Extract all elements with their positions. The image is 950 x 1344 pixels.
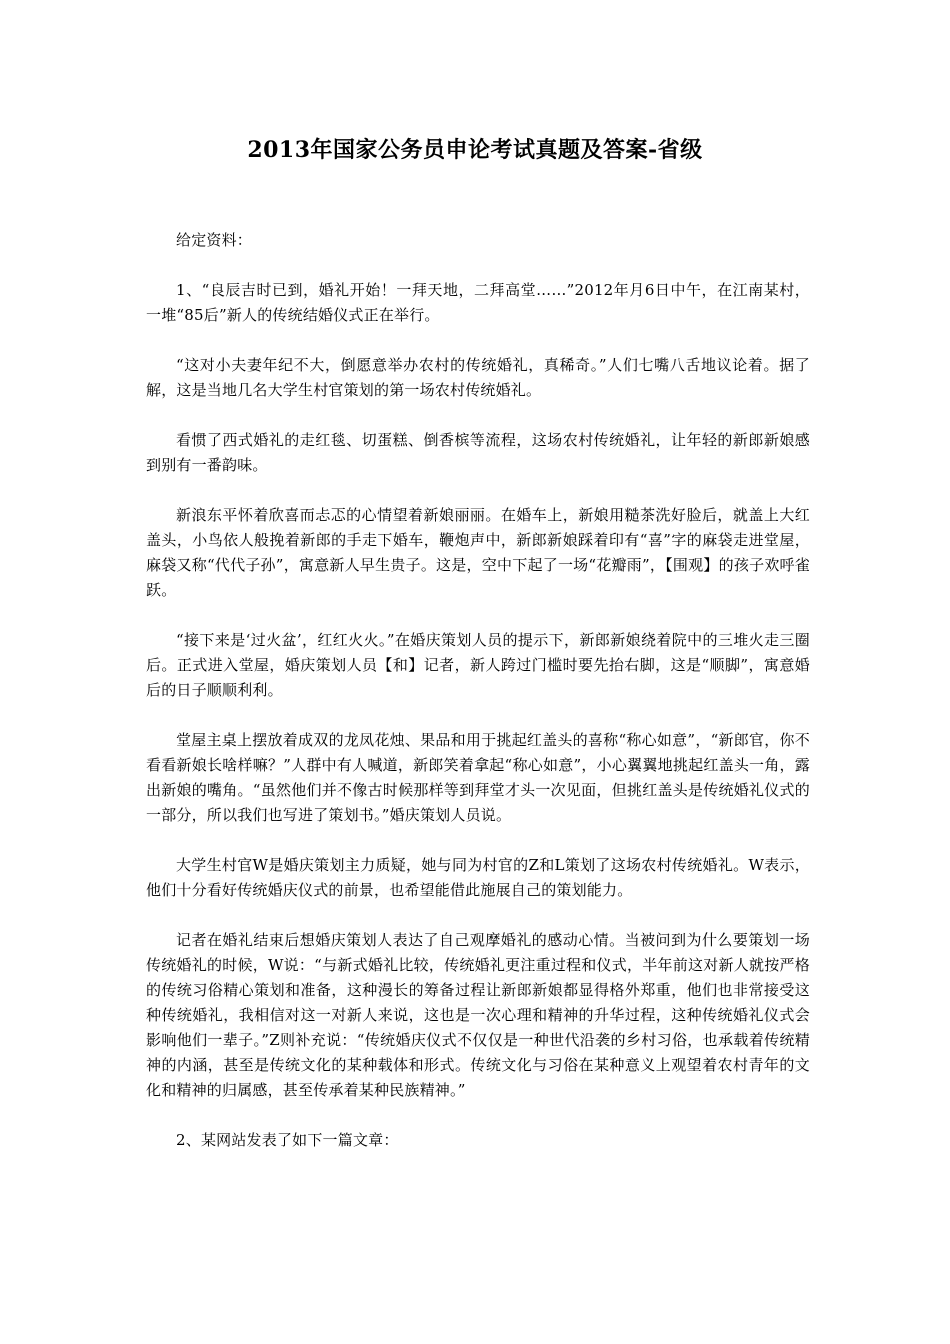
paragraph: 记者在婚礼结束后想婚庆策划人表达了自己观摩婚礼的感动心情。当被问到为什么要策划一场传统婚礼的时候，W说：“与新式婚礼比较，传统婚礼更注重过程和仪式，半年前这对新人就按严格的传统习俗精心策划和准备，这种漫长的筹备过程让新郎新娘都显得格外郑重，他们也非常接受这种传统婚礼，我相信对这一对新人来说，这也是一次心理和精神的升华过程，这种传统婚礼仪式会影响他们一辈子。”Z则补充说：“传统婚庆仪式不仅仅是一种世代沿袭的乡村习俗，也承载着传统精神的内涵，甚至是传统文化的某种载体和形式。传统文化与习俗在某种意义上观望着农村青年的文化和精神的归属感，甚至传承着某种民族精神。” <box>146 931 810 1099</box>
paragraph: “接下来是‘过火盆’，红红火火。”在婚庆策划人员的提示下，新郎新娘绕着院中的三堆火走三圈后。正式进入堂屋，婚庆策划人员【和】记者，新人跨过门槛时要先抬右脚，这是“顺脚”，寓意婚后的日子顺顺利利。 <box>146 631 810 699</box>
paragraph: 新浪东平怀着欣喜而忐忑的心情望着新娘丽丽。在婚车上，新娘用糙茶洗好脸后，就盖上大红盖头，小鸟依人般挽着新郎的手走下婚车，鞭炮声中，新郎新娘踩着印有“喜”字的麻袋走进堂屋，麻袋又称“代代子孙”，寓意新人早生贵子。这是，空中下起了一场“花瓣雨”，【围观】的孩子欢呼雀跃。 <box>146 506 810 599</box>
paragraph: 1、“良辰吉时已到，婚礼开始！一拜天地，二拜高堂……”2012年月6日中午，在江南某村，一堆“85后”新人的传统结婚仪式正在举行。 <box>146 281 810 324</box>
paragraph-given-materials: 给定资料： <box>176 231 253 249</box>
paragraph: 看惯了西式婚礼的走红毯、切蛋糕、倒香槟等流程，这场农村传统婚礼，让年轻的新郎新娘感到别有一番韵味。 <box>146 431 810 474</box>
document-title: 2013年国家公务员申论考试真题及答案-省级 <box>247 137 703 163</box>
paragraph: 2、某网站发表了如下一篇文章： <box>176 1131 399 1149</box>
paragraph: 大学生村官W是婚庆策划主力质疑，她与同为村官的Z和L策划了这场农村传统婚礼。W表示，他们十分看好传统婚庆仪式的前景，也希望能借此施展自己的策划能力。 <box>146 856 810 899</box>
document-body <box>146 228 810 1178</box>
paragraph: “这对小夫妻年纪不大，倒愿意举办农村的传统婚礼，真稀奇。”人们七嘴八舌地议论着。据了解，这是当地几名大学生村官策划的第一场农村传统婚礼。 <box>146 356 810 399</box>
paragraph: 堂屋主桌上摆放着成双的龙凤花烛、果品和用于挑起红盖头的喜称“称心如意”，“新郎官，你不看看新娘长啥样嘛？”人群中有人喊道，新郎笑着拿起“称心如意”，小心翼翼地挑起红盖头一角，露出新娘的嘴角。“虽然他们并不像古时候那样等到拜堂才头一次见面，但挑红盖头是传统婚礼仪式的一部分，所以我们也写进了策划书。”婚庆策划人员说。 <box>146 731 810 824</box>
